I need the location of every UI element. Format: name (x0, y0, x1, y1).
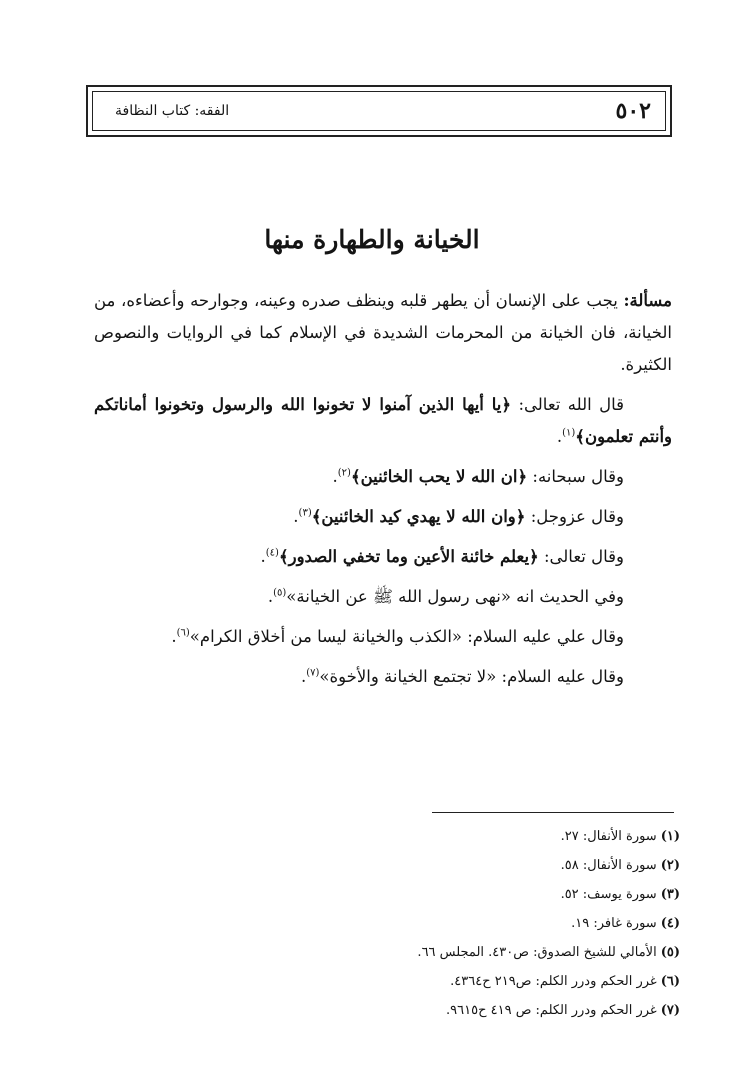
footnote-number: (٥) (660, 945, 680, 960)
verse3-quote: ﴿وان الله لا يهدي كيد الخائنين﴾ (311, 507, 526, 526)
hadith2-text: وقال علي عليه السلام: «الكذب والخيانة ليسا من أخلاق الكرام» (189, 627, 624, 646)
verse1-quote: ﴿يا أيها الذين آمنوا لا تخونوا الله والرسول وتخونوا أماناتكم وأنتم تعلمون﴾ (94, 395, 672, 446)
footnote-item (300, 967, 680, 996)
verse4-quote: ﴿يعلم خائنة الأعين وما تخفي الصدور﴾ (278, 547, 539, 566)
footnote-item (300, 880, 680, 909)
footnote-item (300, 938, 680, 967)
running-header (86, 85, 672, 137)
verse4-suffix: . (260, 547, 266, 566)
verse-paragraph-4 (94, 541, 672, 573)
verse-paragraph-1 (94, 389, 672, 453)
footnote-text: الأمالي للشيخ الصدوق: ص٤٣٠. المجلس ٦٦. (417, 945, 657, 960)
intro-lead: مسألة: (623, 291, 672, 310)
footnote-number: (١) (660, 829, 680, 844)
hadith1-suffix: . (267, 587, 274, 606)
hadith2-suffix: . (171, 627, 177, 646)
footnote-text: سورة يوسف: ٥٢. (560, 887, 657, 902)
footnote-text: سورة الأنفال: ٢٧. (560, 829, 657, 844)
hadith1-text: وفي الحديث انه «نهى رسول الله ﷺ عن الخيانة» (286, 587, 624, 606)
verse1-ref: (١) (562, 427, 576, 439)
verse1-prefix: قال الله تعالى: (511, 395, 624, 414)
footnote-number: (٣) (660, 887, 680, 902)
footnote-number: (٤) (660, 916, 680, 931)
footnote-text: سورة الأنفال: ٥٨. (560, 858, 657, 873)
hadith3-text: وقال عليه السلام: «لا تجتمع الخيانة والأخوة» (319, 667, 624, 686)
running-header-inner (92, 91, 666, 131)
footnote-text: سورة غافر: ١٩. (571, 916, 657, 931)
verse1-suffix: . (556, 427, 563, 446)
hadith-paragraph-2 (94, 621, 672, 653)
footnote-item (300, 851, 680, 880)
chapter-title: الخيانة والطهارة منها (264, 225, 480, 254)
verse2-prefix: وقال سبحانه: (527, 467, 624, 486)
verse3-suffix: . (293, 507, 299, 526)
footnote-number: (٧) (660, 1003, 680, 1018)
verse2-ref: (٢) (337, 467, 351, 479)
verse3-ref: (٣) (298, 507, 312, 519)
intro-paragraph (94, 285, 672, 381)
footnote-text: غرر الحكم ودرر الكلم: ص٢١٩ ح٤٣٦٤. (450, 974, 657, 989)
running-head-title: الفقه: كتاب النظافة (115, 103, 230, 119)
verse3-prefix: وقال عزوجل: (525, 507, 624, 526)
footnote-number: (٢) (660, 858, 680, 873)
footnote-item (300, 996, 680, 1025)
verse2-quote: ﴿ان الله لا يحب الخائنين﴾ (350, 467, 528, 486)
footnote-number: (٦) (660, 974, 680, 989)
main-text (94, 285, 672, 693)
verse-paragraph-3 (94, 501, 672, 533)
hadith-paragraph-1 (94, 581, 672, 613)
footnote-text: غرر الحكم ودرر الكلم: ص ٤١٩ ح٩٦١٥. (446, 1003, 657, 1018)
verse2-suffix: . (332, 467, 338, 486)
hadith1-ref: (٥) (273, 587, 287, 599)
page-number: ٥٠٢ (615, 98, 651, 124)
footnote-divider (432, 812, 674, 813)
hadith3-ref: (٧) (306, 667, 320, 679)
verse-paragraph-2 (94, 461, 672, 493)
intro-text: يجب على الإنسان أن يطهر قلبه وينظف صدره وعينه، وجوارحه وأعضاءه، من الخيانة، فان الخيانة من المحرمات الشديدة في الإسلام كما في الروايات والنصوص الكثيرة. (94, 291, 672, 374)
hadith2-ref: (٦) (176, 627, 190, 639)
hadith3-suffix: . (300, 667, 307, 686)
hadith-paragraph-3 (94, 661, 672, 693)
footnotes (300, 822, 680, 1025)
verse4-ref: (٤) (265, 547, 279, 559)
footnote-item (300, 909, 680, 938)
footnote-item (300, 822, 680, 851)
verse4-prefix: وقال تعالى: (538, 547, 624, 566)
